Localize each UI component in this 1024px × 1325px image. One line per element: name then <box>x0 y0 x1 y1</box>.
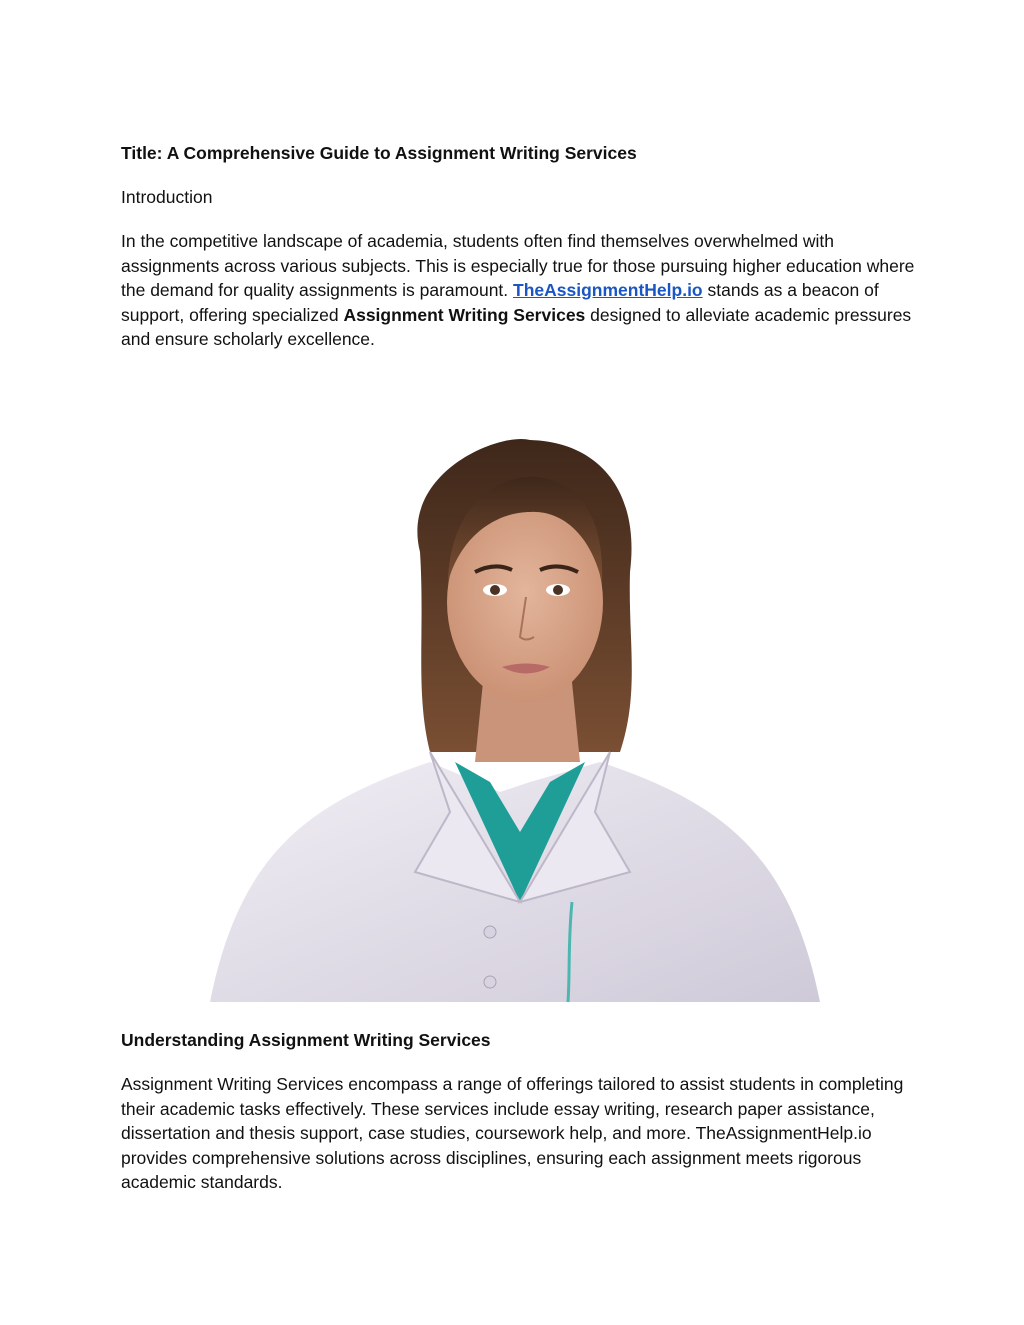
portrait-photo <box>200 432 830 1002</box>
intro-text-part3: designed to alleviate academic pressures and ensure scholarly excellence. <box>121 304 912 349</box>
intro-text-part2: stands as a beacon of support, offering specialized <box>121 280 879 325</box>
intro-text-part1: In the competitive landscape of academia, students often find themselves overwhelmed with assignments across various subjects. This is especially true for those pursuing higher education where the demand for quality assignments is paramount. <box>121 231 915 300</box>
assignment-writing-services-bold: Assignment Writing Services <box>343 304 586 325</box>
document-title: Title: A Comprehensive Guide to Assignment Writing Services <box>121 143 637 163</box>
intro-heading: Introduction <box>121 187 213 207</box>
section-heading: Understanding Assignment Writing Services <box>121 1030 491 1050</box>
section-paragraph: Assignment Writing Services encompass a range of offerings tailored to assist students in completing their academic tasks effectively. These services include essay writing, research paper assistance, dissertation and thesis support, case studies, coursework help, and more. TheAssignmentHelp.io provides comprehensive solutions across disciplines, ensuring each assignment meets rigorous academic standards. <box>121 1074 904 1192</box>
intro-paragraph <box>121 229 921 352</box>
theassignmenthelp-link[interactable]: TheAssignmentHelp.io <box>513 280 703 300</box>
